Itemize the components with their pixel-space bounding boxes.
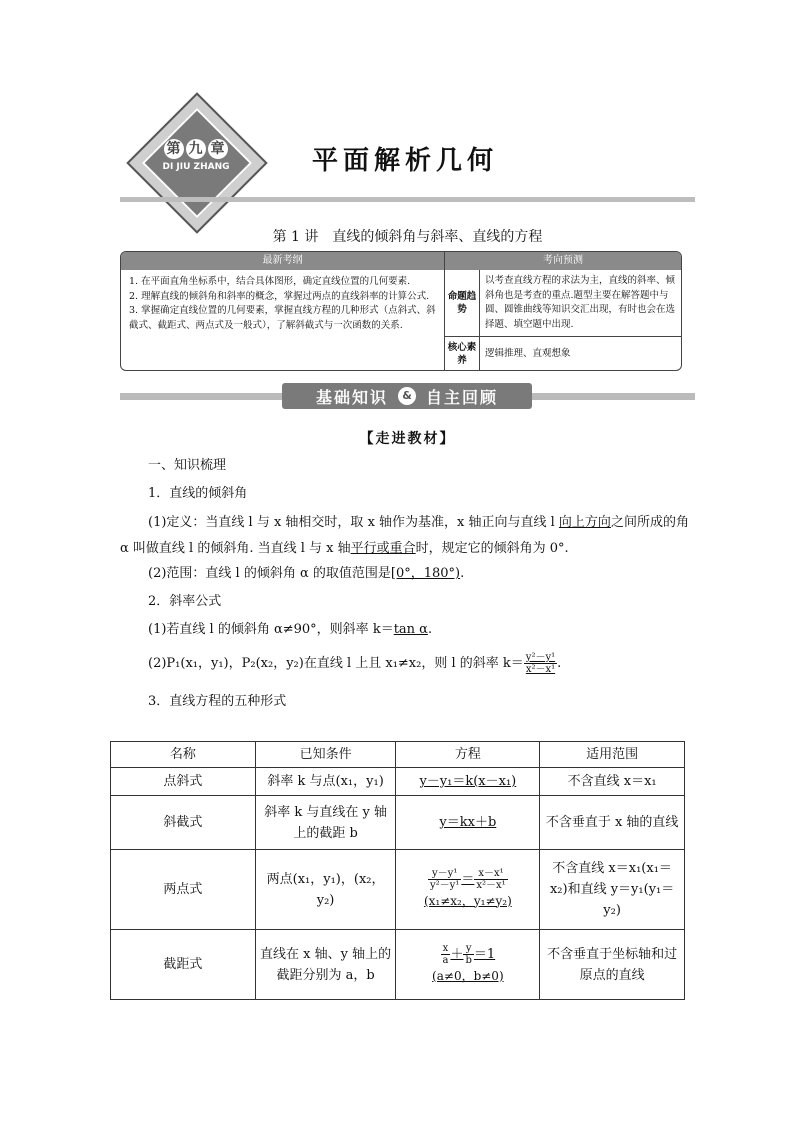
equation-fraction-left bbox=[428, 868, 461, 891]
banner-circle-icon: & bbox=[398, 387, 416, 405]
two-point-equation: $\frac{\text{y－y¹}}{\text{y²－y¹}}$ ＝ $\frac{\text{x－x¹}}{\text{x²－x¹}}$ bbox=[430, 867, 506, 891]
badge-char-3: 章 bbox=[208, 139, 228, 159]
table-header-row bbox=[111, 742, 685, 768]
table-cell-equation bbox=[396, 768, 540, 796]
equation-condition: (x₁≠x₂，y₁≠y₂) bbox=[423, 893, 512, 908]
table-row bbox=[111, 796, 685, 850]
table-cell-scope: 不含垂直于坐标轴和过原点的直线 bbox=[540, 930, 685, 1000]
forecast-row-label: 命题趋势 bbox=[445, 270, 480, 336]
equation-fraction-y bbox=[463, 943, 473, 966]
table-cell-scope: 不含直线 x＝x₁(x₁＝x₂)和直线 y＝y₁(y₁＝y₂) bbox=[540, 850, 685, 930]
badge-subtitle: DI JIU ZHANG bbox=[162, 162, 230, 172]
slope-paragraph-2 bbox=[148, 652, 561, 675]
badge-char-1: 第 bbox=[164, 139, 184, 159]
fraction-numerator: x bbox=[441, 943, 451, 955]
header-rule bbox=[120, 197, 695, 202]
forecast-row-label: 核心素养 bbox=[445, 337, 480, 371]
table-header: 已知条件 bbox=[255, 742, 396, 768]
definition-text: (1)定义：当直线 l 与 x 轴相交时，取 x 轴作为基准，x 轴正向与直线 l bbox=[148, 515, 559, 530]
syllabus-panel bbox=[121, 252, 445, 370]
forecast-row-text: 以考查直线方程的求法为主，直线的斜率、倾斜角也是考查的重点.题型主要在解答题中与圆、圆锥曲线等知识交汇出现，有时也会在选择题、填空题中出现. bbox=[485, 275, 676, 330]
exam-summary-box bbox=[120, 251, 682, 371]
badge-char-2: 九 bbox=[186, 139, 206, 159]
line-equation-table bbox=[110, 741, 685, 1000]
table-cell-scope: 不含直线 x＝x₁ bbox=[540, 768, 685, 796]
fraction-denominator: x²－x¹ bbox=[476, 879, 506, 891]
forecast-row-literacy bbox=[445, 336, 681, 371]
table-cell-scope: 不含垂直于 x 轴的直线 bbox=[540, 796, 685, 850]
table-cell-equation bbox=[396, 850, 540, 930]
table-cell-equation bbox=[396, 796, 540, 850]
table-cell-condition: 两点(x₁，y₁)，(x₂，y₂) bbox=[255, 850, 396, 930]
table-row bbox=[111, 768, 685, 796]
fraction-numerator: y bbox=[463, 943, 473, 955]
range-paragraph bbox=[148, 564, 464, 584]
slope-text: . bbox=[427, 622, 433, 637]
range-text: (2)范围：直线 l 的倾斜角 α 的取值范围是 bbox=[148, 566, 391, 581]
equation-fraction-right bbox=[474, 868, 507, 891]
range-text: . bbox=[460, 566, 465, 581]
syllabus-items bbox=[121, 270, 444, 333]
fraction-denominator: y²－y¹ bbox=[430, 879, 460, 891]
slope-blank: tan α bbox=[393, 622, 428, 637]
table-header: 方程 bbox=[396, 742, 540, 768]
syllabus-item: 1. 在平面直角坐标系中，结合具体图形，确定直线位置的几何要素. bbox=[129, 276, 411, 287]
section-heading: 3．直线方程的五种形式 bbox=[148, 694, 287, 709]
slope-text: (1)若直线 l 的倾斜角 α≠90°，则斜率 k＝ bbox=[148, 622, 394, 637]
chapter-badge bbox=[130, 96, 262, 228]
badge-title bbox=[156, 138, 236, 159]
table-cell-condition: 斜率 k 与直线在 y 轴上的截距 b bbox=[255, 796, 396, 850]
banner-left-text: 基础知识 bbox=[315, 387, 388, 407]
forecast-panel bbox=[445, 252, 681, 370]
fraction-numerator: y－y¹ bbox=[428, 868, 461, 880]
syllabus-item: 2. 理解直线的倾斜角和斜率的概念，掌握过两点的直线斜率的计算公式. bbox=[129, 290, 430, 302]
section-heading: 1．直线的倾斜角 bbox=[148, 486, 248, 501]
intercept-equation: $\frac{x}{a}$ ＋ $\frac{y}{b}$ ＝1 bbox=[442, 942, 496, 966]
table-cell-name: 斜截式 bbox=[111, 796, 256, 850]
equation-tail: ＝1 bbox=[473, 946, 496, 962]
forecast-row-text: 逻辑推理、直观想象 bbox=[485, 348, 571, 359]
table-cell-name: 两点式 bbox=[111, 850, 256, 930]
range-blank: [0°，180°) bbox=[390, 566, 461, 581]
table-row bbox=[111, 930, 685, 1000]
banner-right-text: 自主回顾 bbox=[426, 387, 499, 407]
table-cell-name: 点斜式 bbox=[111, 768, 256, 796]
table-row bbox=[111, 850, 685, 930]
equation-blank: y＝kx＋b bbox=[439, 815, 497, 830]
definition-blank: 平行或重合 bbox=[350, 541, 416, 556]
table-cell-condition: 直线在 x 轴、y 轴上的截距分别为 a，b bbox=[255, 930, 396, 1000]
definition-blank: 向上方向 bbox=[558, 515, 611, 530]
textbook-subheading: 【走进教材】 bbox=[359, 431, 456, 447]
slope-paragraph-1 bbox=[148, 620, 432, 640]
definition-paragraph bbox=[120, 510, 695, 562]
table-cell-condition: 斜率 k 与点(x₁，y₁) bbox=[255, 768, 396, 796]
table-cell-name: 截距式 bbox=[111, 930, 256, 1000]
forecast-header: 考向预测 bbox=[445, 252, 681, 270]
fraction-numerator: x－x¹ bbox=[474, 868, 507, 880]
equation-fraction-x bbox=[441, 943, 451, 966]
table-header: 名称 bbox=[111, 742, 256, 768]
definition-text: 时，规定它的倾斜角为 0°. bbox=[415, 541, 569, 556]
syllabus-item: 3. 掌握确定直线位置的几何要素，掌握直线方程的几种形式（点斜式、斜截式、截距式、两点式及一般式），了解斜截式与一次函数的关系. bbox=[129, 305, 436, 331]
section-heading: 2．斜率公式 bbox=[148, 594, 222, 609]
table-header: 适用范围 bbox=[540, 742, 685, 768]
equation-blank: y－y₁＝k(x－x₁) bbox=[419, 774, 517, 789]
fraction-denominator: x²－x¹ bbox=[525, 664, 556, 675]
section-banner bbox=[282, 383, 532, 409]
lesson-title: 第 1 讲 直线的倾斜角与斜率、直线的方程 bbox=[272, 229, 543, 245]
slope-text: . bbox=[557, 656, 562, 671]
definition-text: 之间所成的角 α 叫做直线 l 的倾斜角. 当直线 l 与 x 轴 bbox=[120, 515, 689, 556]
chapter-title: 平面解析几何 bbox=[312, 146, 499, 176]
slope-fraction bbox=[524, 652, 557, 675]
section-heading: 一、知识梳理 bbox=[148, 458, 227, 473]
fraction-denominator: b bbox=[465, 954, 472, 966]
equation-condition: (a≠0，b≠0) bbox=[432, 968, 504, 983]
table-cell-equation bbox=[396, 930, 540, 1000]
fraction-numerator: y²－y¹ bbox=[525, 652, 556, 663]
fraction-denominator: a bbox=[442, 954, 449, 966]
slope-text: (2)P₁(x₁，y₁)，P₂(x₂，y₂)在直线 l 上且 x₁≠x₂，则 l 的斜率 k＝ bbox=[148, 656, 524, 671]
syllabus-header: 最新考纲 bbox=[121, 252, 444, 270]
forecast-row-trend bbox=[445, 270, 681, 336]
